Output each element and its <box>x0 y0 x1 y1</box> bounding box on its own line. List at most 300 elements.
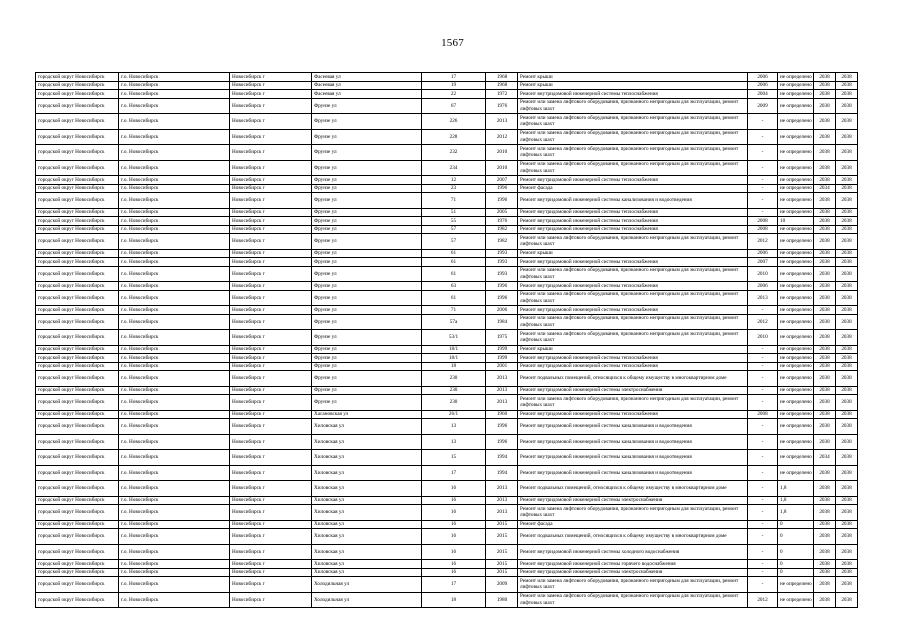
status-cell: не определено <box>778 90 814 99</box>
end-year-cell: 2038 <box>836 568 858 577</box>
table-row <box>36 481 858 497</box>
municipality-cell: городской округ Новосибирск <box>36 577 119 593</box>
locality-cell: Новосибирск г <box>230 306 312 315</box>
city-cell: г.о. Новосибирск <box>119 529 230 545</box>
year-cell: 2015 <box>486 568 518 577</box>
start-year-cell: 2038 <box>814 520 836 529</box>
city-cell: г.о. Новосибирск <box>119 176 230 185</box>
city-cell: г.о. Новосибирск <box>119 410 230 419</box>
value-cell: - <box>748 577 778 593</box>
status-cell: не определено <box>778 290 814 306</box>
municipality-cell: городской округ Новосибирск <box>36 234 119 250</box>
status-cell: не определено <box>778 465 814 481</box>
work-type-cell: Ремонт подвальных помещений, относящихся к общему имуществу в многоквартирном доме <box>518 371 748 387</box>
city-cell: г.о. Новосибирск <box>119 266 230 282</box>
house-number-cell: 16 <box>422 496 486 505</box>
locality-cell: Новосибирск г <box>230 410 312 419</box>
status-cell: не определено <box>778 266 814 282</box>
street-cell: Хиловская ул <box>312 568 422 577</box>
table-row <box>36 386 858 395</box>
work-type-cell: Ремонт внутридомовой инженерной системы теплоснабжения <box>518 217 748 226</box>
year-cell: 2007 <box>486 176 518 185</box>
table-row <box>36 450 858 466</box>
table-row <box>36 176 858 185</box>
locality-cell: Новосибирск г <box>230 193 312 209</box>
end-year-cell: 2038 <box>836 465 858 481</box>
municipality-cell: городской округ Новосибирск <box>36 354 119 363</box>
house-number-cell: 26/1 <box>422 410 486 419</box>
end-year-cell: 2038 <box>836 529 858 545</box>
municipality-cell: городской округ Новосибирск <box>36 314 119 330</box>
year-cell: 2010 <box>486 160 518 176</box>
end-year-cell: 2038 <box>836 577 858 593</box>
work-type-cell: Ремонт или замена лифтового оборудования, признанного непригодным для эксплуатации, ремонт лифтовых шахт <box>518 145 748 161</box>
start-year-cell: 2038 <box>814 345 836 354</box>
work-type-cell: Ремонт крыши <box>518 73 748 82</box>
municipality-cell: городской округ Новосибирск <box>36 505 119 521</box>
status-cell: не определено <box>778 592 814 608</box>
table-row <box>36 234 858 250</box>
start-year-cell: 2038 <box>814 529 836 545</box>
status-cell: 1,8 <box>778 505 814 521</box>
locality-cell: Новосибирск г <box>230 520 312 529</box>
start-year-cell: 2038 <box>814 98 836 114</box>
house-number-cell: 18/1 <box>422 354 486 363</box>
work-type-cell: Ремонт или замена лифтового оборудования, признанного непригодным для эксплуатации, ремонт лифтовых шахт <box>518 98 748 114</box>
street-cell: Фрунзе ул <box>312 314 422 330</box>
locality-cell: Новосибирск г <box>230 419 312 435</box>
table-row <box>36 362 858 371</box>
house-number-cell: 16 <box>422 568 486 577</box>
year-cell: 1980 <box>486 592 518 608</box>
city-cell: г.о. Новосибирск <box>119 81 230 90</box>
municipality-cell: городской округ Новосибирск <box>36 193 119 209</box>
locality-cell: Новосибирск г <box>230 386 312 395</box>
start-year-cell: 2038 <box>814 225 836 234</box>
end-year-cell: 2038 <box>836 592 858 608</box>
value-cell: 2006 <box>748 249 778 258</box>
street-cell: Фасеевая ул <box>312 73 422 82</box>
city-cell: г.о. Новосибирск <box>119 544 230 560</box>
municipality-cell: городской округ Новосибирск <box>36 249 119 258</box>
status-cell: не определено <box>778 419 814 435</box>
year-cell: 1996 <box>486 193 518 209</box>
municipality-cell: городской округ Новосибирск <box>36 90 119 99</box>
city-cell: г.о. Новосибирск <box>119 465 230 481</box>
work-type-cell: Ремонт крыши <box>518 249 748 258</box>
work-type-cell: Ремонт или замена лифтового оборудования, признанного непригодным для эксплуатации, ремонт лифтовых шахт <box>518 234 748 250</box>
year-cell: 1993 <box>486 266 518 282</box>
house-number-cell: 61 <box>422 290 486 306</box>
table-row <box>36 314 858 330</box>
value-cell: - <box>748 306 778 315</box>
end-year-cell: 2038 <box>836 481 858 497</box>
city-cell: г.о. Новосибирск <box>119 249 230 258</box>
house-number-cell: 228 <box>422 129 486 145</box>
end-year-cell: 2038 <box>836 450 858 466</box>
locality-cell: Новосибирск г <box>230 290 312 306</box>
start-year-cell: 2038 <box>814 362 836 371</box>
year-cell: 2001 <box>486 362 518 371</box>
table-row <box>36 354 858 363</box>
table-row <box>36 208 858 217</box>
end-year-cell: 2038 <box>836 217 858 226</box>
house-number-cell: 63 <box>422 282 486 291</box>
municipality-cell: городской округ Новосибирск <box>36 282 119 291</box>
street-cell: Фрунзе ул <box>312 98 422 114</box>
locality-cell: Новосибирск г <box>230 371 312 387</box>
start-year-cell: 2038 <box>814 114 836 130</box>
status-cell: не определено <box>778 114 814 130</box>
municipality-cell: городской округ Новосибирск <box>36 98 119 114</box>
city-cell: г.о. Новосибирск <box>119 234 230 250</box>
locality-cell: Новосибирск г <box>230 529 312 545</box>
value-cell: - <box>748 465 778 481</box>
table-row <box>36 129 858 145</box>
house-number-cell: 61 <box>422 258 486 267</box>
value-cell: 2010 <box>748 266 778 282</box>
locality-cell: Новосибирск г <box>230 258 312 267</box>
status-cell: не определено <box>778 234 814 250</box>
value-cell: - <box>748 481 778 497</box>
table-row <box>36 160 858 176</box>
house-number-cell: 226 <box>422 114 486 130</box>
year-cell: 1968 <box>486 81 518 90</box>
value-cell: 2012 <box>748 592 778 608</box>
house-number-cell: 13 <box>422 419 486 435</box>
start-year-cell: 2038 <box>814 481 836 497</box>
status-cell: не определено <box>778 450 814 466</box>
work-type-cell: Ремонт или замена лифтового оборудования, признанного непригодным для эксплуатации, ремонт лифтовых шахт <box>518 160 748 176</box>
start-year-cell: 2034 <box>814 450 836 466</box>
street-cell: Фрунзе ул <box>312 160 422 176</box>
year-cell: 1996 <box>486 282 518 291</box>
year-cell: 1975 <box>486 330 518 346</box>
house-number-cell: 230 <box>422 386 486 395</box>
city-cell: г.о. Новосибирск <box>119 282 230 291</box>
street-cell: Фрунзе ул <box>312 345 422 354</box>
locality-cell: Новосибирск г <box>230 81 312 90</box>
locality-cell: Новосибирск г <box>230 160 312 176</box>
locality-cell: Новосибирск г <box>230 98 312 114</box>
work-type-cell: Ремонт внутридомовой инженерной системы канализования и водоотведения <box>518 465 748 481</box>
city-cell: г.о. Новосибирск <box>119 330 230 346</box>
locality-cell: Новосибирск г <box>230 217 312 226</box>
table-row <box>36 592 858 608</box>
status-cell: не определено <box>778 410 814 419</box>
work-type-cell: Ремонт внутридомовой инженерной системы теплоснабжения <box>518 282 748 291</box>
status-cell: не определено <box>778 225 814 234</box>
end-year-cell: 2038 <box>836 314 858 330</box>
year-cell: 1982 <box>486 225 518 234</box>
locality-cell: Новосибирск г <box>230 481 312 497</box>
start-year-cell: 2038 <box>814 249 836 258</box>
status-cell: 0 <box>778 568 814 577</box>
end-year-cell: 2038 <box>836 225 858 234</box>
end-year-cell: 2038 <box>836 434 858 450</box>
city-cell: г.о. Новосибирск <box>119 345 230 354</box>
house-number-cell: 13 <box>422 434 486 450</box>
locality-cell: Новосибирск г <box>230 129 312 145</box>
table-row <box>36 258 858 267</box>
work-type-cell: Ремонт или замена лифтового оборудования, признанного непригодным для эксплуатации, ремонт лифтовых шахт <box>518 505 748 521</box>
value-cell: - <box>748 362 778 371</box>
street-cell: Фрунзе ул <box>312 145 422 161</box>
end-year-cell: 2038 <box>836 81 858 90</box>
end-year-cell: 2038 <box>836 386 858 395</box>
city-cell: г.о. Новосибирск <box>119 496 230 505</box>
street-cell: Фасеевая ул <box>312 81 422 90</box>
locality-cell: Новосибирск г <box>230 208 312 217</box>
municipality-cell: городской округ Новосибирск <box>36 160 119 176</box>
value-cell: - <box>748 184 778 193</box>
end-year-cell: 2038 <box>836 98 858 114</box>
street-cell: Фрунзе ул <box>312 354 422 363</box>
value-cell: - <box>748 450 778 466</box>
municipality-cell: городской округ Новосибирск <box>36 592 119 608</box>
house-number-cell: 61 <box>422 249 486 258</box>
status-cell: не определено <box>778 160 814 176</box>
municipality-cell: городской округ Новосибирск <box>36 481 119 497</box>
house-number-cell: 57 <box>422 225 486 234</box>
locality-cell: Новосибирск г <box>230 592 312 608</box>
city-cell: г.о. Новосибирск <box>119 258 230 267</box>
end-year-cell: 2038 <box>836 208 858 217</box>
house-number-cell: 15 <box>422 450 486 466</box>
start-year-cell: 2038 <box>814 395 836 411</box>
status-cell: не определено <box>778 145 814 161</box>
page-number: 1567 <box>441 37 464 49</box>
locality-cell: Новосибирск г <box>230 330 312 346</box>
work-type-cell: Ремонт внутридомовой инженерной системы электроснабжения <box>518 568 748 577</box>
end-year-cell: 2038 <box>836 258 858 267</box>
table-row <box>36 496 858 505</box>
municipality-cell: городской округ Новосибирск <box>36 145 119 161</box>
locality-cell: Новосибирск г <box>230 465 312 481</box>
municipality-cell: городской округ Новосибирск <box>36 395 119 411</box>
work-type-cell: Ремонт или замена лифтового оборудования, признанного непригодным для эксплуатации, ремонт лифтовых шахт <box>518 330 748 346</box>
city-cell: г.о. Новосибирск <box>119 306 230 315</box>
data-table <box>35 72 858 608</box>
start-year-cell: 2038 <box>814 354 836 363</box>
status-cell: не определено <box>778 129 814 145</box>
status-cell: не определено <box>778 345 814 354</box>
city-cell: г.о. Новосибирск <box>119 217 230 226</box>
work-type-cell: Ремонт внутридомовой инженерной системы теплоснабжения <box>518 354 748 363</box>
end-year-cell: 2038 <box>836 306 858 315</box>
year-cell: 2015 <box>486 560 518 569</box>
city-cell: г.о. Новосибирск <box>119 193 230 209</box>
end-year-cell: 2038 <box>836 234 858 250</box>
year-cell: 2010 <box>486 145 518 161</box>
table-body <box>36 73 858 608</box>
year-cell: 1968 <box>486 73 518 82</box>
street-cell: Хиловская ул <box>312 465 422 481</box>
end-year-cell: 2038 <box>836 176 858 185</box>
house-number-cell: 16 <box>422 529 486 545</box>
year-cell: 2013 <box>486 395 518 411</box>
locality-cell: Новосибирск г <box>230 225 312 234</box>
start-year-cell: 2038 <box>814 129 836 145</box>
work-type-cell: Ремонт внутридомовой инженерной системы электроснабжения <box>518 386 748 395</box>
locality-cell: Новосибирск г <box>230 234 312 250</box>
value-cell: - <box>748 176 778 185</box>
end-year-cell: 2038 <box>836 496 858 505</box>
municipality-cell: городской округ Новосибирск <box>36 208 119 217</box>
city-cell: г.о. Новосибирск <box>119 505 230 521</box>
street-cell: Холодильная ул <box>312 577 422 593</box>
municipality-cell: городской округ Новосибирск <box>36 258 119 267</box>
work-type-cell: Ремонт подвальных помещений, относящихся к общему имуществу в многоквартирном доме <box>518 481 748 497</box>
municipality-cell: городской округ Новосибирск <box>36 129 119 145</box>
table-row <box>36 544 858 560</box>
status-cell: не определено <box>778 208 814 217</box>
end-year-cell: 2038 <box>836 362 858 371</box>
value-cell: - <box>748 529 778 545</box>
table-row <box>36 114 858 130</box>
end-year-cell: 2038 <box>836 560 858 569</box>
municipality-cell: городской округ Новосибирск <box>36 371 119 387</box>
start-year-cell: 2038 <box>814 176 836 185</box>
value-cell: 2006 <box>748 73 778 82</box>
end-year-cell: 2038 <box>836 249 858 258</box>
status-cell: не определено <box>778 282 814 291</box>
work-type-cell: Ремонт внутридомовой инженерной системы теплоснабжения <box>518 90 748 99</box>
work-type-cell: Ремонт или замена лифтового оборудования, признанного непригодным для эксплуатации, ремонт лифтовых шахт <box>518 114 748 130</box>
street-cell: Хиловская ул <box>312 560 422 569</box>
end-year-cell: 2038 <box>836 145 858 161</box>
table-row <box>36 577 858 593</box>
municipality-cell: городской округ Новосибирск <box>36 496 119 505</box>
end-year-cell: 2038 <box>836 129 858 145</box>
street-cell: Фрунзе ул <box>312 266 422 282</box>
house-number-cell: 71 <box>422 306 486 315</box>
status-cell: 0 <box>778 544 814 560</box>
status-cell: не определено <box>778 362 814 371</box>
street-cell: Фрунзе ул <box>312 395 422 411</box>
table-row <box>36 225 858 234</box>
house-number-cell: 17 <box>422 577 486 593</box>
start-year-cell: 2038 <box>814 419 836 435</box>
year-cell: 1999 <box>486 354 518 363</box>
house-number-cell: 18/1 <box>422 345 486 354</box>
street-cell: Фрунзе ул <box>312 225 422 234</box>
street-cell: Хасановская ул <box>312 410 422 419</box>
locality-cell: Новосибирск г <box>230 249 312 258</box>
work-type-cell: Ремонт подвальных помещений, относящихся к общему имуществу в многоквартирном доме <box>518 529 748 545</box>
year-cell: 2013 <box>486 114 518 130</box>
house-number-cell: 23 <box>422 184 486 193</box>
house-number-cell: 16 <box>422 505 486 521</box>
work-type-cell: Ремонт внутридомовой инженерной системы канализования и водоотведения <box>518 434 748 450</box>
work-type-cell: Ремонт или замена лифтового оборудования, признанного непригодным для эксплуатации, ремонт лифтовых шахт <box>518 395 748 411</box>
year-cell: 1996 <box>486 184 518 193</box>
value-cell: - <box>748 568 778 577</box>
value-cell: - <box>748 114 778 130</box>
end-year-cell: 2038 <box>836 395 858 411</box>
start-year-cell: 2038 <box>814 330 836 346</box>
start-year-cell: 2038 <box>814 306 836 315</box>
end-year-cell: 2038 <box>836 330 858 346</box>
year-cell: 1972 <box>486 90 518 99</box>
work-type-cell: Ремонт внутридомовой инженерной системы теплоснабжения <box>518 362 748 371</box>
year-cell: 1976 <box>486 217 518 226</box>
municipality-cell: городской округ Новосибирск <box>36 266 119 282</box>
status-cell: не определено <box>778 354 814 363</box>
table-row <box>36 434 858 450</box>
work-type-cell: Ремонт или замена лифтового оборудования, признанного непригодным для эксплуатации, ремонт лифтовых шахт <box>518 290 748 306</box>
work-type-cell: Ремонт фасада <box>518 184 748 193</box>
start-year-cell: 2038 <box>814 208 836 217</box>
end-year-cell: 2038 <box>836 419 858 435</box>
municipality-cell: городской округ Новосибирск <box>36 362 119 371</box>
house-number-cell: 57 <box>422 234 486 250</box>
house-number-cell: 17 <box>422 465 486 481</box>
year-cell: 2015 <box>486 544 518 560</box>
status-cell: 1,8 <box>778 496 814 505</box>
street-cell: Фрунзе ул <box>312 217 422 226</box>
year-cell: 2009 <box>486 577 518 593</box>
start-year-cell: 2038 <box>814 568 836 577</box>
status-cell: не определено <box>778 193 814 209</box>
street-cell: Фрунзе ул <box>312 208 422 217</box>
start-year-cell: 2038 <box>814 371 836 387</box>
start-year-cell: 2034 <box>814 184 836 193</box>
house-number-cell: 234 <box>422 160 486 176</box>
start-year-cell: 2038 <box>814 465 836 481</box>
table-row <box>36 520 858 529</box>
street-cell: Фрунзе ул <box>312 234 422 250</box>
locality-cell: Новосибирск г <box>230 450 312 466</box>
start-year-cell: 2038 <box>814 577 836 593</box>
street-cell: Фрунзе ул <box>312 290 422 306</box>
end-year-cell: 2038 <box>836 90 858 99</box>
value-cell: 2012 <box>748 234 778 250</box>
municipality-cell: городской округ Новосибирск <box>36 81 119 90</box>
street-cell: Фрунзе ул <box>312 258 422 267</box>
value-cell: 2009 <box>748 98 778 114</box>
value-cell: - <box>748 160 778 176</box>
city-cell: г.о. Новосибирск <box>119 314 230 330</box>
end-year-cell: 2038 <box>836 410 858 419</box>
table-row <box>36 306 858 315</box>
value-cell: - <box>748 371 778 387</box>
value-cell: - <box>748 560 778 569</box>
city-cell: г.о. Новосибирск <box>119 98 230 114</box>
street-cell: Хиловская ул <box>312 529 422 545</box>
year-cell: 2013 <box>486 496 518 505</box>
house-number-cell: 230 <box>422 395 486 411</box>
city-cell: г.о. Новосибирск <box>119 73 230 82</box>
locality-cell: Новосибирск г <box>230 345 312 354</box>
street-cell: Хиловская ул <box>312 450 422 466</box>
street-cell: Фрунзе ул <box>312 249 422 258</box>
value-cell: - <box>748 386 778 395</box>
house-number-cell: 232 <box>422 145 486 161</box>
house-number-cell: 57а <box>422 314 486 330</box>
city-cell: г.о. Новосибирск <box>119 145 230 161</box>
locality-cell: Новосибирск г <box>230 362 312 371</box>
work-type-cell: Ремонт внутридомовой инженерной системы горячего водоснабжения <box>518 560 748 569</box>
value-cell: - <box>748 345 778 354</box>
municipality-cell: городской округ Новосибирск <box>36 176 119 185</box>
value-cell: - <box>748 193 778 209</box>
start-year-cell: 2038 <box>814 258 836 267</box>
status-cell: 0 <box>778 560 814 569</box>
year-cell: 1999 <box>486 345 518 354</box>
start-year-cell: 2038 <box>814 73 836 82</box>
table-row <box>36 266 858 282</box>
